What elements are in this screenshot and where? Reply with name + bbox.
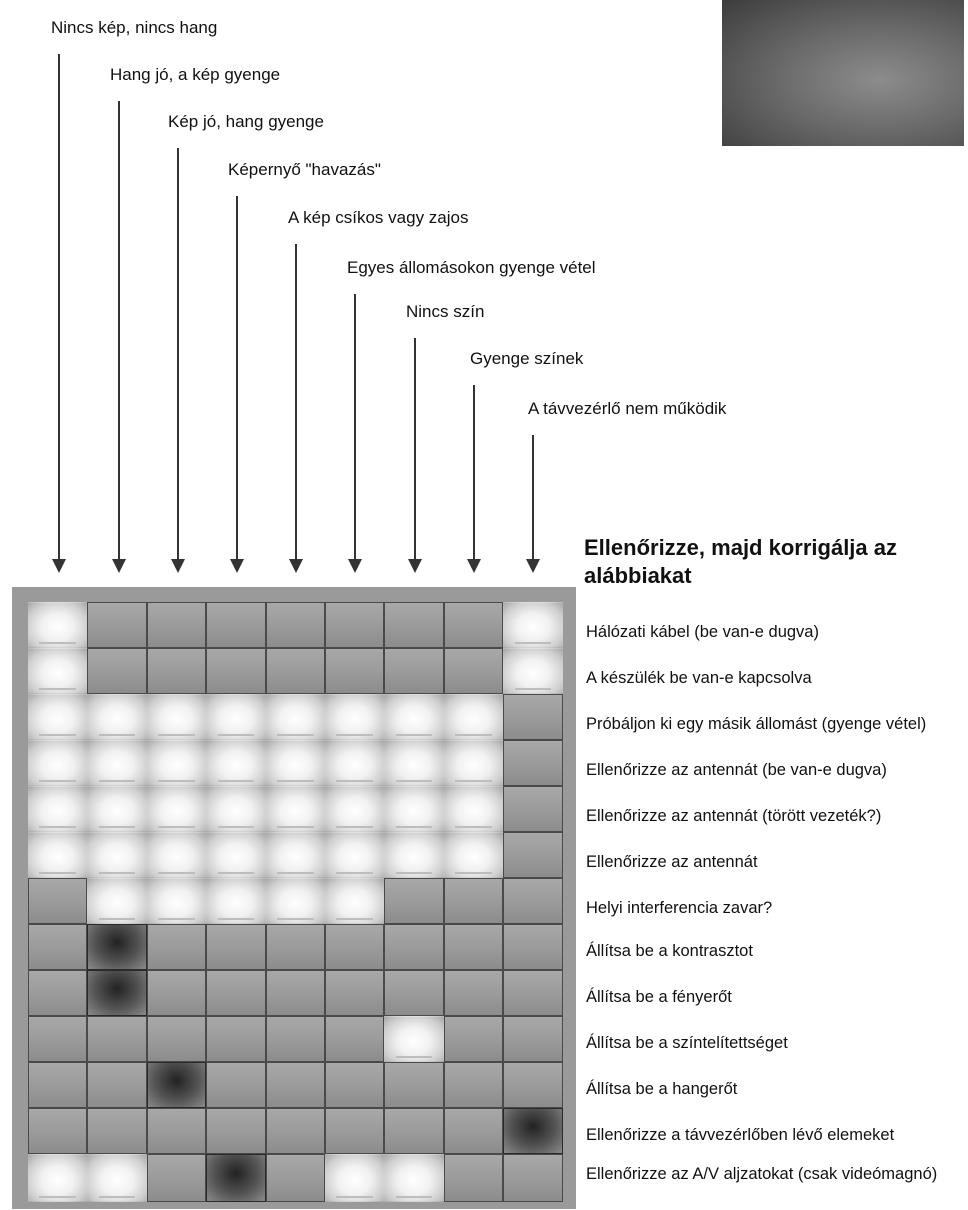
matrix-cell — [28, 1154, 87, 1202]
matrix-cell — [266, 924, 325, 970]
matrix-cell — [444, 1108, 503, 1154]
symptom-label: Hang jó, a kép gyenge — [110, 65, 281, 84]
check-item: Hálózati kábel (be van-e dugva) — [586, 623, 819, 641]
matrix-cell — [147, 1062, 206, 1108]
matrix-cell — [266, 694, 325, 740]
matrix-cell — [206, 694, 265, 740]
matrix-cell — [325, 740, 384, 786]
matrix-cell — [87, 970, 146, 1016]
matrix-cell — [503, 602, 562, 648]
matrix-cell — [503, 694, 562, 740]
matrix-cell — [325, 648, 384, 694]
matrix-cell — [147, 832, 206, 878]
down-arrow-icon — [236, 196, 238, 571]
symptom-label: A távvezérlő nem működik — [528, 399, 727, 418]
matrix-cell — [147, 970, 206, 1016]
matrix-cell — [206, 786, 265, 832]
matrix-cell — [325, 924, 384, 970]
matrix-cell — [384, 1108, 443, 1154]
down-arrow-icon — [354, 294, 356, 571]
matrix-cell — [384, 602, 443, 648]
matrix-cell — [444, 648, 503, 694]
matrix-cell — [384, 924, 443, 970]
check-item: Állítsa be a hangerőt — [586, 1080, 738, 1098]
matrix-cell — [87, 1062, 146, 1108]
matrix-cell — [147, 648, 206, 694]
down-arrow-icon — [177, 148, 179, 571]
check-item: Ellenőrizze az antennát (be van-e dugva) — [586, 761, 887, 779]
matrix-cell — [206, 602, 265, 648]
matrix-cell — [87, 1016, 146, 1062]
matrix-cell — [266, 1154, 325, 1202]
matrix-cell — [384, 786, 443, 832]
matrix-cell — [266, 970, 325, 1016]
reference-thumbnail — [722, 0, 964, 146]
matrix-cell — [87, 1154, 146, 1202]
matrix-cell — [206, 648, 265, 694]
matrix-cell — [147, 602, 206, 648]
checks-heading: Ellenőrizze, majd korrigálja az alábbiakat — [584, 535, 897, 588]
matrix-cell — [87, 602, 146, 648]
check-item: Ellenőrizze a távvezérlőben lévő elemeket — [586, 1126, 895, 1144]
matrix-cell — [266, 1016, 325, 1062]
matrix-cell — [206, 832, 265, 878]
check-item: A készülék be van-e kapcsolva — [586, 669, 812, 687]
matrix-cell — [384, 740, 443, 786]
matrix-cell — [503, 740, 562, 786]
matrix-cell — [147, 740, 206, 786]
matrix-cell — [87, 832, 146, 878]
matrix-cell — [87, 1108, 146, 1154]
matrix-cell — [444, 1154, 503, 1202]
matrix-cell — [206, 970, 265, 1016]
matrix-cell — [147, 1154, 206, 1202]
matrix-cell — [325, 786, 384, 832]
matrix-cell — [325, 1108, 384, 1154]
matrix-cell — [266, 1062, 325, 1108]
symptom-label: Gyenge színek — [470, 349, 584, 368]
matrix-cell — [87, 740, 146, 786]
matrix-cell — [28, 694, 87, 740]
matrix-cell — [325, 602, 384, 648]
matrix-cell — [444, 832, 503, 878]
matrix-cell — [444, 786, 503, 832]
matrix-cell — [503, 1062, 562, 1108]
matrix-cell — [325, 878, 384, 924]
matrix-cell — [444, 694, 503, 740]
matrix-cell — [384, 970, 443, 1016]
matrix-cell — [206, 1154, 265, 1202]
symptom-label: Egyes állomásokon gyenge vétel — [347, 258, 596, 277]
matrix-cell — [325, 694, 384, 740]
matrix-cell — [325, 1062, 384, 1108]
matrix-cell — [325, 1154, 384, 1202]
matrix-cell — [28, 1108, 87, 1154]
matrix-cell — [503, 878, 562, 924]
matrix-cell — [147, 878, 206, 924]
matrix-cell — [28, 970, 87, 1016]
matrix-cell — [28, 648, 87, 694]
matrix-cell — [325, 970, 384, 1016]
matrix-cell — [206, 1062, 265, 1108]
symptom-label: A kép csíkos vagy zajos — [288, 208, 469, 227]
matrix-cell — [147, 694, 206, 740]
matrix-cell — [266, 878, 325, 924]
matrix-cell — [266, 832, 325, 878]
matrix-cell — [266, 786, 325, 832]
matrix-cell — [503, 648, 562, 694]
matrix-cell — [444, 602, 503, 648]
matrix-cell — [444, 970, 503, 1016]
matrix-cell — [266, 1108, 325, 1154]
matrix-cell — [28, 740, 87, 786]
matrix-cell — [384, 878, 443, 924]
down-arrow-icon — [295, 244, 297, 571]
matrix-cell — [87, 924, 146, 970]
check-item: Ellenőrizze az antennát (törött vezeték?) — [586, 807, 882, 825]
matrix-cell — [266, 602, 325, 648]
matrix-cell — [28, 878, 87, 924]
matrix-cell — [28, 1062, 87, 1108]
matrix-cell — [444, 740, 503, 786]
matrix-cell — [444, 924, 503, 970]
matrix-cell — [503, 970, 562, 1016]
matrix-cell — [206, 1108, 265, 1154]
matrix-cell — [444, 1062, 503, 1108]
down-arrow-icon — [58, 54, 60, 571]
check-item: Ellenőrizze az antennát — [586, 853, 758, 871]
check-item: Ellenőrizze az A/V aljzatokat (csak videómagnó) — [586, 1165, 938, 1183]
symptom-label: Nincs kép, nincs hang — [51, 18, 218, 37]
matrix-cell — [384, 694, 443, 740]
matrix-cell — [147, 786, 206, 832]
symptom-check-matrix — [28, 602, 563, 1196]
matrix-cell — [147, 1016, 206, 1062]
down-arrow-icon — [473, 385, 475, 571]
matrix-cell — [384, 648, 443, 694]
symptom-label: Képernyő "havazás" — [228, 160, 381, 179]
matrix-cell — [503, 786, 562, 832]
symptom-label: Nincs szín — [406, 302, 485, 321]
matrix-cell — [206, 1016, 265, 1062]
matrix-cell — [444, 878, 503, 924]
check-item: Állítsa be a kontrasztot — [586, 942, 753, 960]
matrix-cell — [87, 786, 146, 832]
matrix-cell — [384, 1062, 443, 1108]
check-item: Állítsa be a színtelítettséget — [586, 1034, 788, 1052]
matrix-cell — [28, 602, 87, 648]
matrix-cell — [28, 924, 87, 970]
matrix-cell — [147, 1108, 206, 1154]
matrix-cell — [503, 1108, 562, 1154]
check-item: Helyi interferencia zavar? — [586, 899, 773, 917]
matrix-cell — [87, 694, 146, 740]
matrix-cell — [266, 648, 325, 694]
matrix-cell — [206, 924, 265, 970]
check-item: Próbáljon ki egy másik állomást (gyenge vétel) — [586, 715, 927, 733]
matrix-cell — [384, 1154, 443, 1202]
matrix-cell — [384, 1016, 443, 1062]
matrix-cell — [503, 832, 562, 878]
matrix-cell — [206, 878, 265, 924]
matrix-cell — [147, 924, 206, 970]
matrix-cell — [206, 740, 265, 786]
matrix-cell — [503, 924, 562, 970]
matrix-cell — [325, 1016, 384, 1062]
matrix-cell — [28, 1016, 87, 1062]
matrix-cell — [444, 1016, 503, 1062]
matrix-cell — [266, 740, 325, 786]
matrix-cell — [87, 648, 146, 694]
matrix-cell — [28, 786, 87, 832]
check-item: Állítsa be a fényerőt — [586, 988, 732, 1006]
symptom-label: Kép jó, hang gyenge — [168, 112, 324, 131]
matrix-cell — [503, 1016, 562, 1062]
matrix-cell — [28, 832, 87, 878]
matrix-cell — [384, 832, 443, 878]
matrix-cell — [503, 1154, 562, 1202]
down-arrow-icon — [118, 101, 120, 571]
down-arrow-icon — [532, 435, 534, 571]
down-arrow-icon — [414, 338, 416, 571]
matrix-cell — [325, 832, 384, 878]
matrix-cell — [87, 878, 146, 924]
